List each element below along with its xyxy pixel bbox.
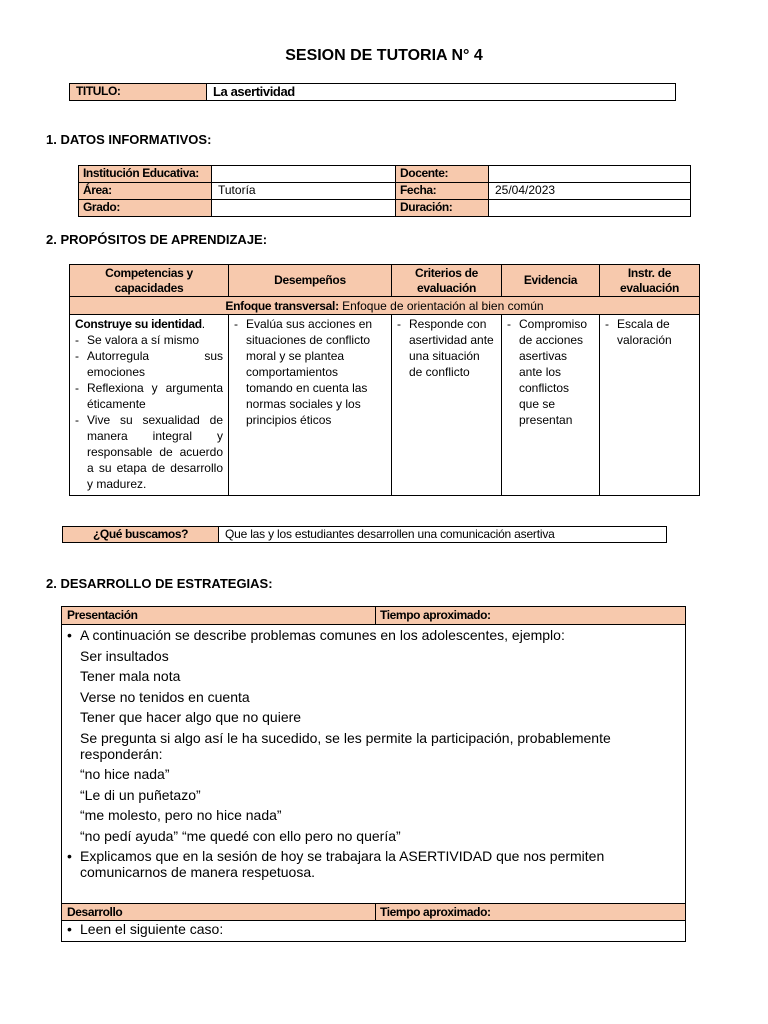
docente-label: Docente:: [396, 166, 489, 183]
area-label: Área:: [79, 183, 212, 200]
duracion-label: Duración:: [396, 200, 489, 217]
enfoque-transversal-row: [70, 297, 700, 315]
problem-line: Tener que hacer algo que no quiere: [80, 709, 302, 726]
titulo-table: [69, 83, 676, 101]
institucion-value: [212, 166, 396, 183]
instrumento-cell: [600, 315, 700, 496]
answer-line: “no pedí ayuda” “me quedé con ello pero no quería”: [80, 827, 401, 844]
fecha-value: 25/04/2023: [489, 183, 691, 200]
problem-line: Ser insultados: [80, 647, 169, 664]
section-propositos: 2. PROPÓSITOS DE APRENDIZAJE:: [46, 232, 268, 247]
capacidad-item: - Autorregula sus emociones: [75, 348, 223, 380]
desempeno-item: - Evalúa sus acciones en situaciones de conflicto moral y se plantea comportamientos tomando en cuenta las normas sociales y los principios éticos: [234, 316, 386, 428]
docente-value: [489, 166, 691, 183]
criterio-item: - Responde con asertividad ante una situación de conflicto: [397, 316, 496, 380]
capacidad-item: - Vive su sexualidad de manera integral y responsable de acuerdo a su etapa de desarrollo y madurez.: [75, 412, 223, 492]
institucion-label: Institución Educativa:: [79, 166, 212, 183]
desarrollo-label: Desarrollo: [67, 905, 123, 919]
competencia-dot: .: [201, 317, 206, 331]
presentacion-content: [62, 625, 622, 880]
desarrollo-header: [62, 903, 685, 921]
tiempo-label-2: Tiempo aproximado:: [380, 905, 491, 919]
header-competencias: Competencias y capacidades: [70, 265, 229, 297]
header-desempenos: Desempeños: [229, 265, 392, 297]
criterios-cell: [392, 315, 502, 496]
presentacion-bullet: • A continuación se describe problemas comunes en los adolescentes, ejemplo:: [62, 625, 622, 646]
grado-value: [212, 200, 396, 217]
instrumento-item: - Escala de valoración: [605, 316, 694, 348]
desarrollo-content: [62, 920, 622, 938]
question-line: Se pregunta si algo así le ha sucedido, se les permite la participación, probablemente responderán:: [80, 729, 611, 762]
competencia-title: Construye su identidad: [75, 317, 202, 331]
propositos-table: [69, 264, 700, 496]
capacidad-item: - Reflexiona y argumenta éticamente: [75, 380, 223, 412]
buscamos-value: Que las y los estudiantes desarrollen una comunicación asertiva: [219, 527, 667, 543]
titulo-value: La asertividad: [207, 84, 676, 101]
desarrollo-bullet: • Leen el siguiente caso:: [62, 920, 622, 938]
capacidad-item: - Se valora a sí mismo: [75, 332, 223, 348]
presentacion-label: Presentación: [67, 608, 138, 622]
buscamos-table: [62, 526, 667, 543]
duracion-value: [489, 200, 691, 217]
evidencia-cell: [502, 315, 600, 496]
area-value: Tutoría: [212, 183, 396, 200]
evidencia-item: - Compromiso de acciones asertivas ante los conflictos que se presentan: [507, 316, 588, 428]
answer-line: “no hice nada”: [80, 765, 170, 782]
enfoque-value: Enfoque de orientación al bien común: [338, 298, 544, 313]
estrategias-box: [61, 606, 686, 942]
datos-table: [78, 165, 691, 217]
page-title: SESION DE TUTORIA N° 4: [285, 47, 483, 64]
section-desarrollo-estrategias: 2. DESARROLLO DE ESTRATEGIAS:: [46, 576, 273, 591]
grado-label: Grado:: [79, 200, 212, 217]
header-evidencia: Evidencia: [502, 265, 600, 297]
header-instrumento: Instr. de evaluación: [600, 265, 700, 297]
competencias-cell: [70, 315, 229, 496]
enfoque-label: Enfoque transversal:: [225, 298, 339, 313]
titulo-label: TITULO:: [70, 84, 207, 101]
fecha-label: Fecha:: [396, 183, 489, 200]
presentacion-header: [62, 607, 685, 625]
problem-line: Verse no tenidos en cuenta: [80, 688, 250, 705]
answer-line: “me molesto, pero no hice nada”: [80, 807, 282, 824]
tiempo-label: Tiempo aproximado:: [380, 608, 491, 622]
answer-line: “Le di un puñetazo”: [80, 786, 201, 803]
desempenos-cell: [229, 315, 392, 496]
header-criterios: Criterios de evaluación: [392, 265, 502, 297]
presentacion-bullet: • Explicamos que en la sesión de hoy se trabajara la ASERTIVIDAD que nos permiten comunicarnos de manera respetuosa.: [62, 846, 622, 880]
problem-line: Tener mala nota: [80, 668, 181, 685]
section-datos-informativos: 1. DATOS INFORMATIVOS:: [46, 132, 212, 147]
buscamos-label: ¿Qué buscamos?: [63, 527, 219, 543]
